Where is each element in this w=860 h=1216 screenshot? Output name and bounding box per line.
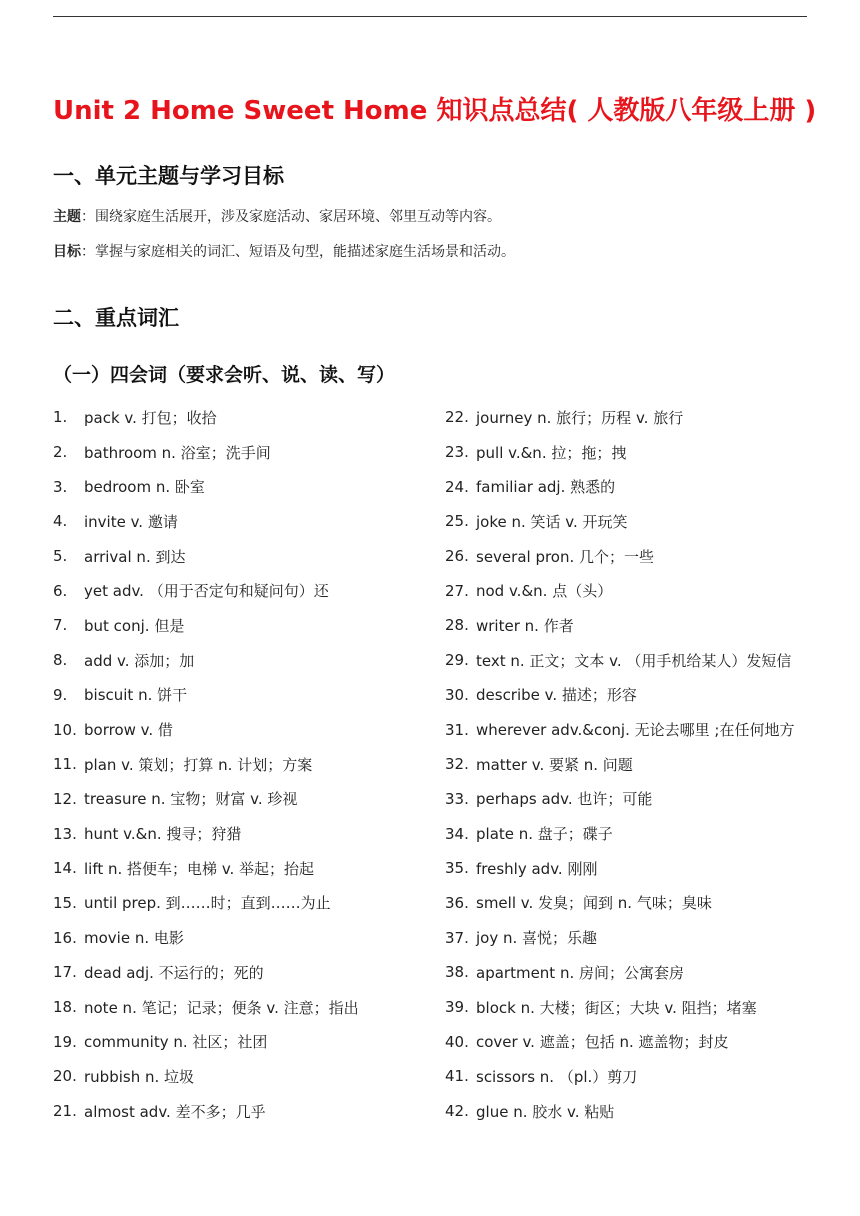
- vocab-list-left: [53, 400, 433, 1128]
- subsection-heading-four-skills: （一）四会词（要求会听、说、读、写）: [53, 364, 396, 386]
- vocab-item: [53, 782, 433, 817]
- vocab-entry: scissors n. （pl.）剪刀: [476, 1067, 638, 1086]
- vocab-item: [53, 400, 433, 435]
- vocab-entry: almost adv. 差不多；几乎: [84, 1102, 266, 1121]
- vocab-number: 31.: [445, 720, 469, 739]
- vocab-number: 23.: [445, 443, 469, 462]
- vocab-entry: but conj. 但是: [84, 616, 185, 635]
- vocab-number: 3.: [53, 477, 68, 496]
- vocab-entry: add v. 添加；加: [84, 651, 195, 670]
- vocab-item: [445, 539, 845, 574]
- vocab-entry: wherever adv.&conj. 无论去哪里 ;在任何地方: [476, 721, 795, 740]
- vocab-item: [445, 782, 845, 817]
- vocab-item: [445, 573, 845, 608]
- vocab-number: 10.: [53, 720, 77, 739]
- vocab-item: [445, 886, 845, 921]
- vocab-number: 24.: [445, 477, 469, 496]
- vocab-number: 5.: [53, 547, 68, 566]
- vocab-item: [445, 816, 845, 851]
- vocab-item: [53, 851, 433, 886]
- vocab-number: 36.: [445, 893, 469, 912]
- page-title: Unit 2 Home Sweet Home 知识点总结( 人教版八年级上册 ): [53, 96, 817, 126]
- vocab-item: [445, 712, 845, 747]
- vocab-number: 39.: [445, 998, 469, 1017]
- vocab-number: 30.: [445, 685, 469, 704]
- vocab-entry: perhaps adv. 也许；可能: [476, 790, 653, 809]
- vocab-entry: hunt v.&n. 搜寻；狩猎: [84, 825, 242, 844]
- vocab-entry: borrow v. 借: [84, 721, 173, 740]
- vocab-list-right: [445, 400, 845, 1128]
- vocab-item: [445, 435, 845, 470]
- vocab-entry: movie n. 电影: [84, 929, 184, 948]
- vocab-entry: bathroom n. 浴室；洗手间: [84, 443, 271, 462]
- vocab-item: [445, 469, 845, 504]
- vocab-entry: pack v. 打包；收拾: [84, 408, 217, 427]
- vocab-entry: note n. 笔记；记录；便条 v. 注意；指出: [84, 998, 359, 1017]
- vocab-number: 20.: [53, 1067, 77, 1086]
- vocab-number: 28.: [445, 616, 469, 635]
- vocab-item: [53, 816, 433, 851]
- vocab-number: 38.: [445, 963, 469, 982]
- vocab-number: 35.: [445, 859, 469, 878]
- vocab-entry: nod v.&n. 点（头）: [476, 582, 613, 601]
- vocab-item: [53, 990, 433, 1025]
- vocab-number: 2.: [53, 443, 68, 462]
- vocab-item: [53, 469, 433, 504]
- vocab-entry: plan v. 策划；打算 n. 计划；方案: [84, 755, 313, 774]
- section-heading-vocabulary: 二、重点词汇: [53, 306, 179, 330]
- theme-text: ：围绕家庭生活展开，涉及家庭活动、家居环境、邻里互动等内容。: [81, 209, 501, 225]
- vocab-entry: cover v. 遮盖；包括 n. 遮盖物；封皮: [476, 1033, 729, 1052]
- vocab-item: [53, 435, 433, 470]
- vocab-item: [53, 504, 433, 539]
- vocab-entry: community n. 社区；社团: [84, 1033, 268, 1052]
- vocab-entry: block n. 大楼；街区；大块 v. 阻挡；堵塞: [476, 998, 757, 1017]
- vocab-number: 27.: [445, 581, 469, 600]
- vocab-number: 12.: [53, 789, 77, 808]
- vocab-number: 21.: [53, 1102, 77, 1121]
- vocab-item: [53, 643, 433, 678]
- vocab-number: 7.: [53, 616, 68, 635]
- vocab-entry: biscuit n. 饼干: [84, 686, 188, 705]
- goal-text: ：掌握与家庭相关的词汇、短语及句型，能描述家庭生活场景和活动。: [81, 244, 515, 260]
- vocab-entry: journey n. 旅行；历程 v. 旅行: [476, 408, 684, 427]
- vocab-entry: familiar adj. 熟悉的: [476, 478, 616, 497]
- vocab-entry: matter v. 要紧 n. 问题: [476, 755, 633, 774]
- vocab-item: [445, 678, 845, 713]
- goal-label: 目标: [53, 244, 81, 260]
- vocab-number: 37.: [445, 928, 469, 947]
- vocab-entry: joke n. 笑话 v. 开玩笑: [476, 512, 628, 531]
- vocab-entry: text n. 正文；文本 v. （用手机给某人）发短信: [476, 651, 792, 670]
- header-rule: [53, 16, 807, 17]
- vocab-entry: arrival n. 到达: [84, 547, 186, 566]
- vocab-item: [445, 851, 845, 886]
- vocab-item: [53, 539, 433, 574]
- vocab-number: 34.: [445, 824, 469, 843]
- vocab-entry: writer n. 作者: [476, 616, 574, 635]
- vocab-item: [53, 747, 433, 782]
- vocab-number: 13.: [53, 824, 77, 843]
- vocab-item: [53, 955, 433, 990]
- vocab-item: [445, 1024, 845, 1059]
- vocab-number: 32.: [445, 755, 469, 774]
- vocab-item: [445, 504, 845, 539]
- vocab-entry: freshly adv. 刚刚: [476, 859, 598, 878]
- vocab-entry: rubbish n. 垃圾: [84, 1067, 195, 1086]
- vocab-number: 33.: [445, 789, 469, 808]
- vocab-item: [445, 608, 845, 643]
- goal-paragraph: [53, 241, 515, 261]
- vocab-entry: apartment n. 房间；公寓套房: [476, 963, 684, 982]
- vocab-entry: describe v. 描述；形容: [476, 686, 637, 705]
- vocab-item: [445, 1059, 845, 1094]
- vocab-number: 1.: [53, 408, 68, 427]
- vocab-item: [53, 608, 433, 643]
- vocab-number: 15.: [53, 893, 77, 912]
- vocab-item: [53, 712, 433, 747]
- vocab-item: [445, 643, 845, 678]
- vocab-number: 8.: [53, 651, 68, 670]
- vocab-item: [445, 990, 845, 1025]
- vocab-item: [53, 920, 433, 955]
- vocab-number: 22.: [445, 408, 469, 427]
- vocab-number: 17.: [53, 963, 77, 982]
- vocab-entry: plate n. 盘子；碟子: [476, 825, 613, 844]
- section-heading-goals: 一、单元主题与学习目标: [53, 164, 284, 188]
- vocab-entry: invite v. 邀请: [84, 512, 178, 531]
- vocab-entry: bedroom n. 卧室: [84, 478, 205, 497]
- vocab-entry: yet adv. （用于否定句和疑问句）还: [84, 582, 329, 601]
- vocab-item: [53, 573, 433, 608]
- vocab-number: 25.: [445, 512, 469, 531]
- theme-label: 主题: [53, 209, 81, 225]
- vocab-entry: smell v. 发臭；闻到 n. 气味；臭味: [476, 894, 712, 913]
- vocab-item: [445, 955, 845, 990]
- vocab-entry: dead adj. 不运行的；死的: [84, 963, 264, 982]
- vocab-number: 19.: [53, 1032, 77, 1051]
- vocab-entry: pull v.&n. 拉；拖；拽: [476, 443, 627, 462]
- vocab-number: 29.: [445, 651, 469, 670]
- theme-paragraph: [53, 206, 501, 226]
- vocab-number: 4.: [53, 512, 68, 531]
- vocab-number: 41.: [445, 1067, 469, 1086]
- vocab-number: 40.: [445, 1032, 469, 1051]
- vocab-number: 14.: [53, 859, 77, 878]
- vocab-item: [445, 920, 845, 955]
- vocab-entry: glue n. 胶水 v. 粘贴: [476, 1102, 615, 1121]
- vocab-item: [53, 678, 433, 713]
- vocab-entry: lift n. 搭便车；电梯 v. 举起；抬起: [84, 859, 315, 878]
- vocab-number: 9.: [53, 685, 68, 704]
- vocab-entry: several pron. 几个；一些: [476, 547, 655, 566]
- vocab-item: [445, 1094, 845, 1129]
- vocab-item: [53, 1024, 433, 1059]
- vocab-item: [53, 1059, 433, 1094]
- vocab-number: 11.: [53, 755, 77, 774]
- vocab-number: 26.: [445, 547, 469, 566]
- vocab-number: 16.: [53, 928, 77, 947]
- vocab-number: 42.: [445, 1102, 469, 1121]
- vocab-entry: joy n. 喜悦；乐趣: [476, 929, 598, 948]
- vocab-number: 18.: [53, 998, 77, 1017]
- vocab-item: [445, 400, 845, 435]
- vocab-item: [53, 1094, 433, 1129]
- vocab-entry: treasure n. 宝物；财富 v. 珍视: [84, 790, 298, 809]
- vocab-number: 6.: [53, 581, 68, 600]
- vocab-item: [445, 747, 845, 782]
- vocab-item: [53, 886, 433, 921]
- vocab-entry: until prep. 到……时；直到……为止: [84, 894, 331, 913]
